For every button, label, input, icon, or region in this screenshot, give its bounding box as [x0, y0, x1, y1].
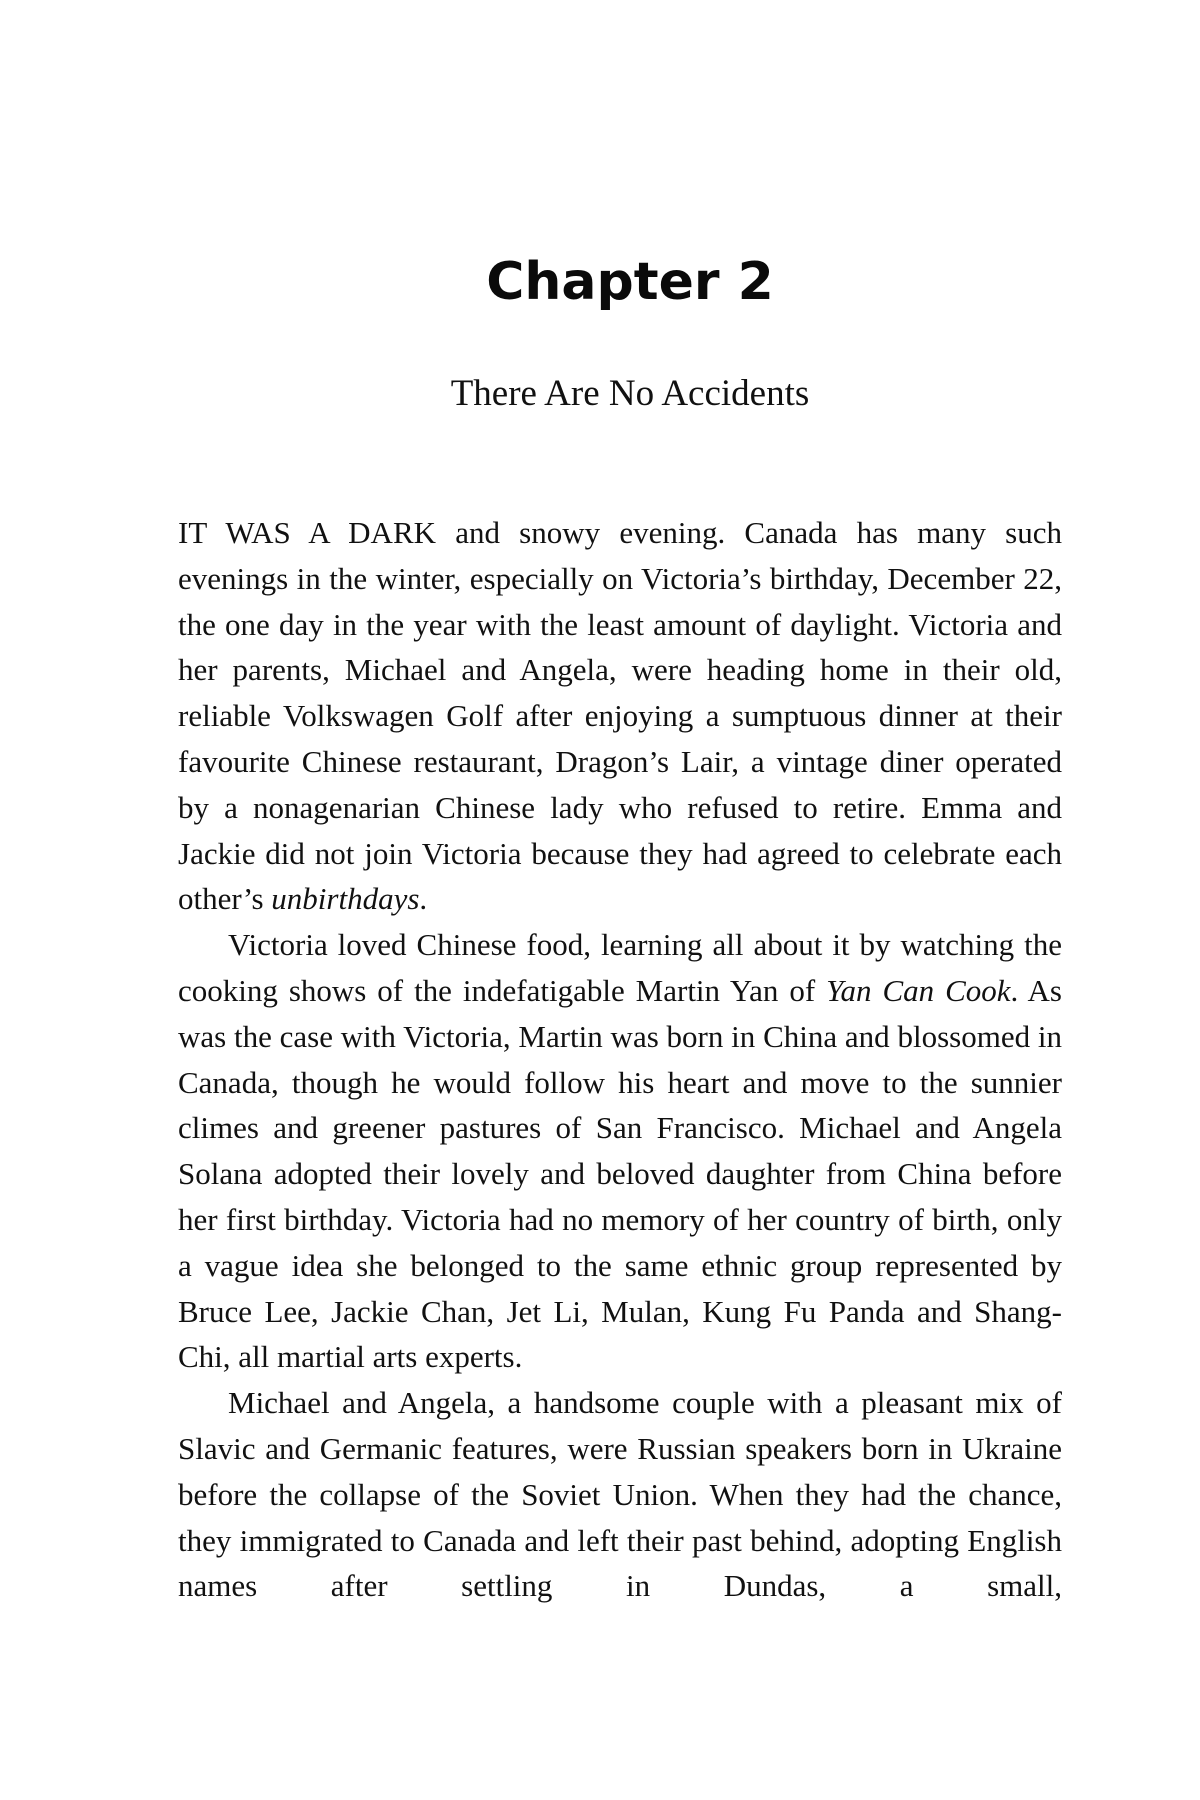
- paragraph-1: [178, 510, 1062, 922]
- paragraph-1-end: .: [419, 881, 428, 917]
- paragraph-2-end: . As was the case with Victoria, Martin was born in China and blossomed in Canada, though he would follow his heart and move to the sunnier climes and greener pastures of San Francisco. Michael and Angela Solana adopted their lovely and beloved daughter from China before her first birthday. Victoria had no memory of her country of birth, only a vague idea she belonged to the same ethnic group represented by Bruce Lee, Jackie Chan, Jet Li, Mulan, Kung Fu Panda and Shang-Chi, all martial arts experts.: [178, 972, 1062, 1375]
- paragraph-2-emphasis: Yan Can Cook: [826, 972, 1011, 1008]
- paragraph-1-text: IT WAS A DARK and snowy evening. Canada has many such evenings in the winter, especially on Victoria’s birthday, December 22, the one day in the year with the least amount of daylight. Victoria and her parents, Michael and Angela, were heading home in their old, reliable Volkswagen Golf after enjoying a sumptuous dinner at their favourite Chinese restaurant, Dragon’s Lair, a vintage diner operated by a nonagenarian Chinese lady who refused to retire. Emma and Jackie did not join Victoria because they had agreed to celebrate each other’s: [178, 515, 1062, 917]
- chapter-body: [178, 510, 1062, 1609]
- paragraph-3: Michael and Angela, a handsome couple with a pleasant mix of Slavic and Germanic features, were Russian speakers born in Ukraine before the collapse of the Soviet Union. When they had the chance, they immigrated to Canada and left their past behind, adopting English names after settling in Dundas, a small,: [178, 1385, 1062, 1604]
- chapter-subtitle: There Are No Accidents: [450, 373, 810, 414]
- paragraph-2-text: Victoria loved Chinese food, learning all about it by watching the cooking shows of the indefatigable Martin Yan of: [178, 927, 1062, 1008]
- paragraph-1-emphasis: unbirthdays: [271, 881, 420, 917]
- paragraph-2: [178, 922, 1062, 1380]
- chapter-heading: Chapter 2: [486, 252, 774, 312]
